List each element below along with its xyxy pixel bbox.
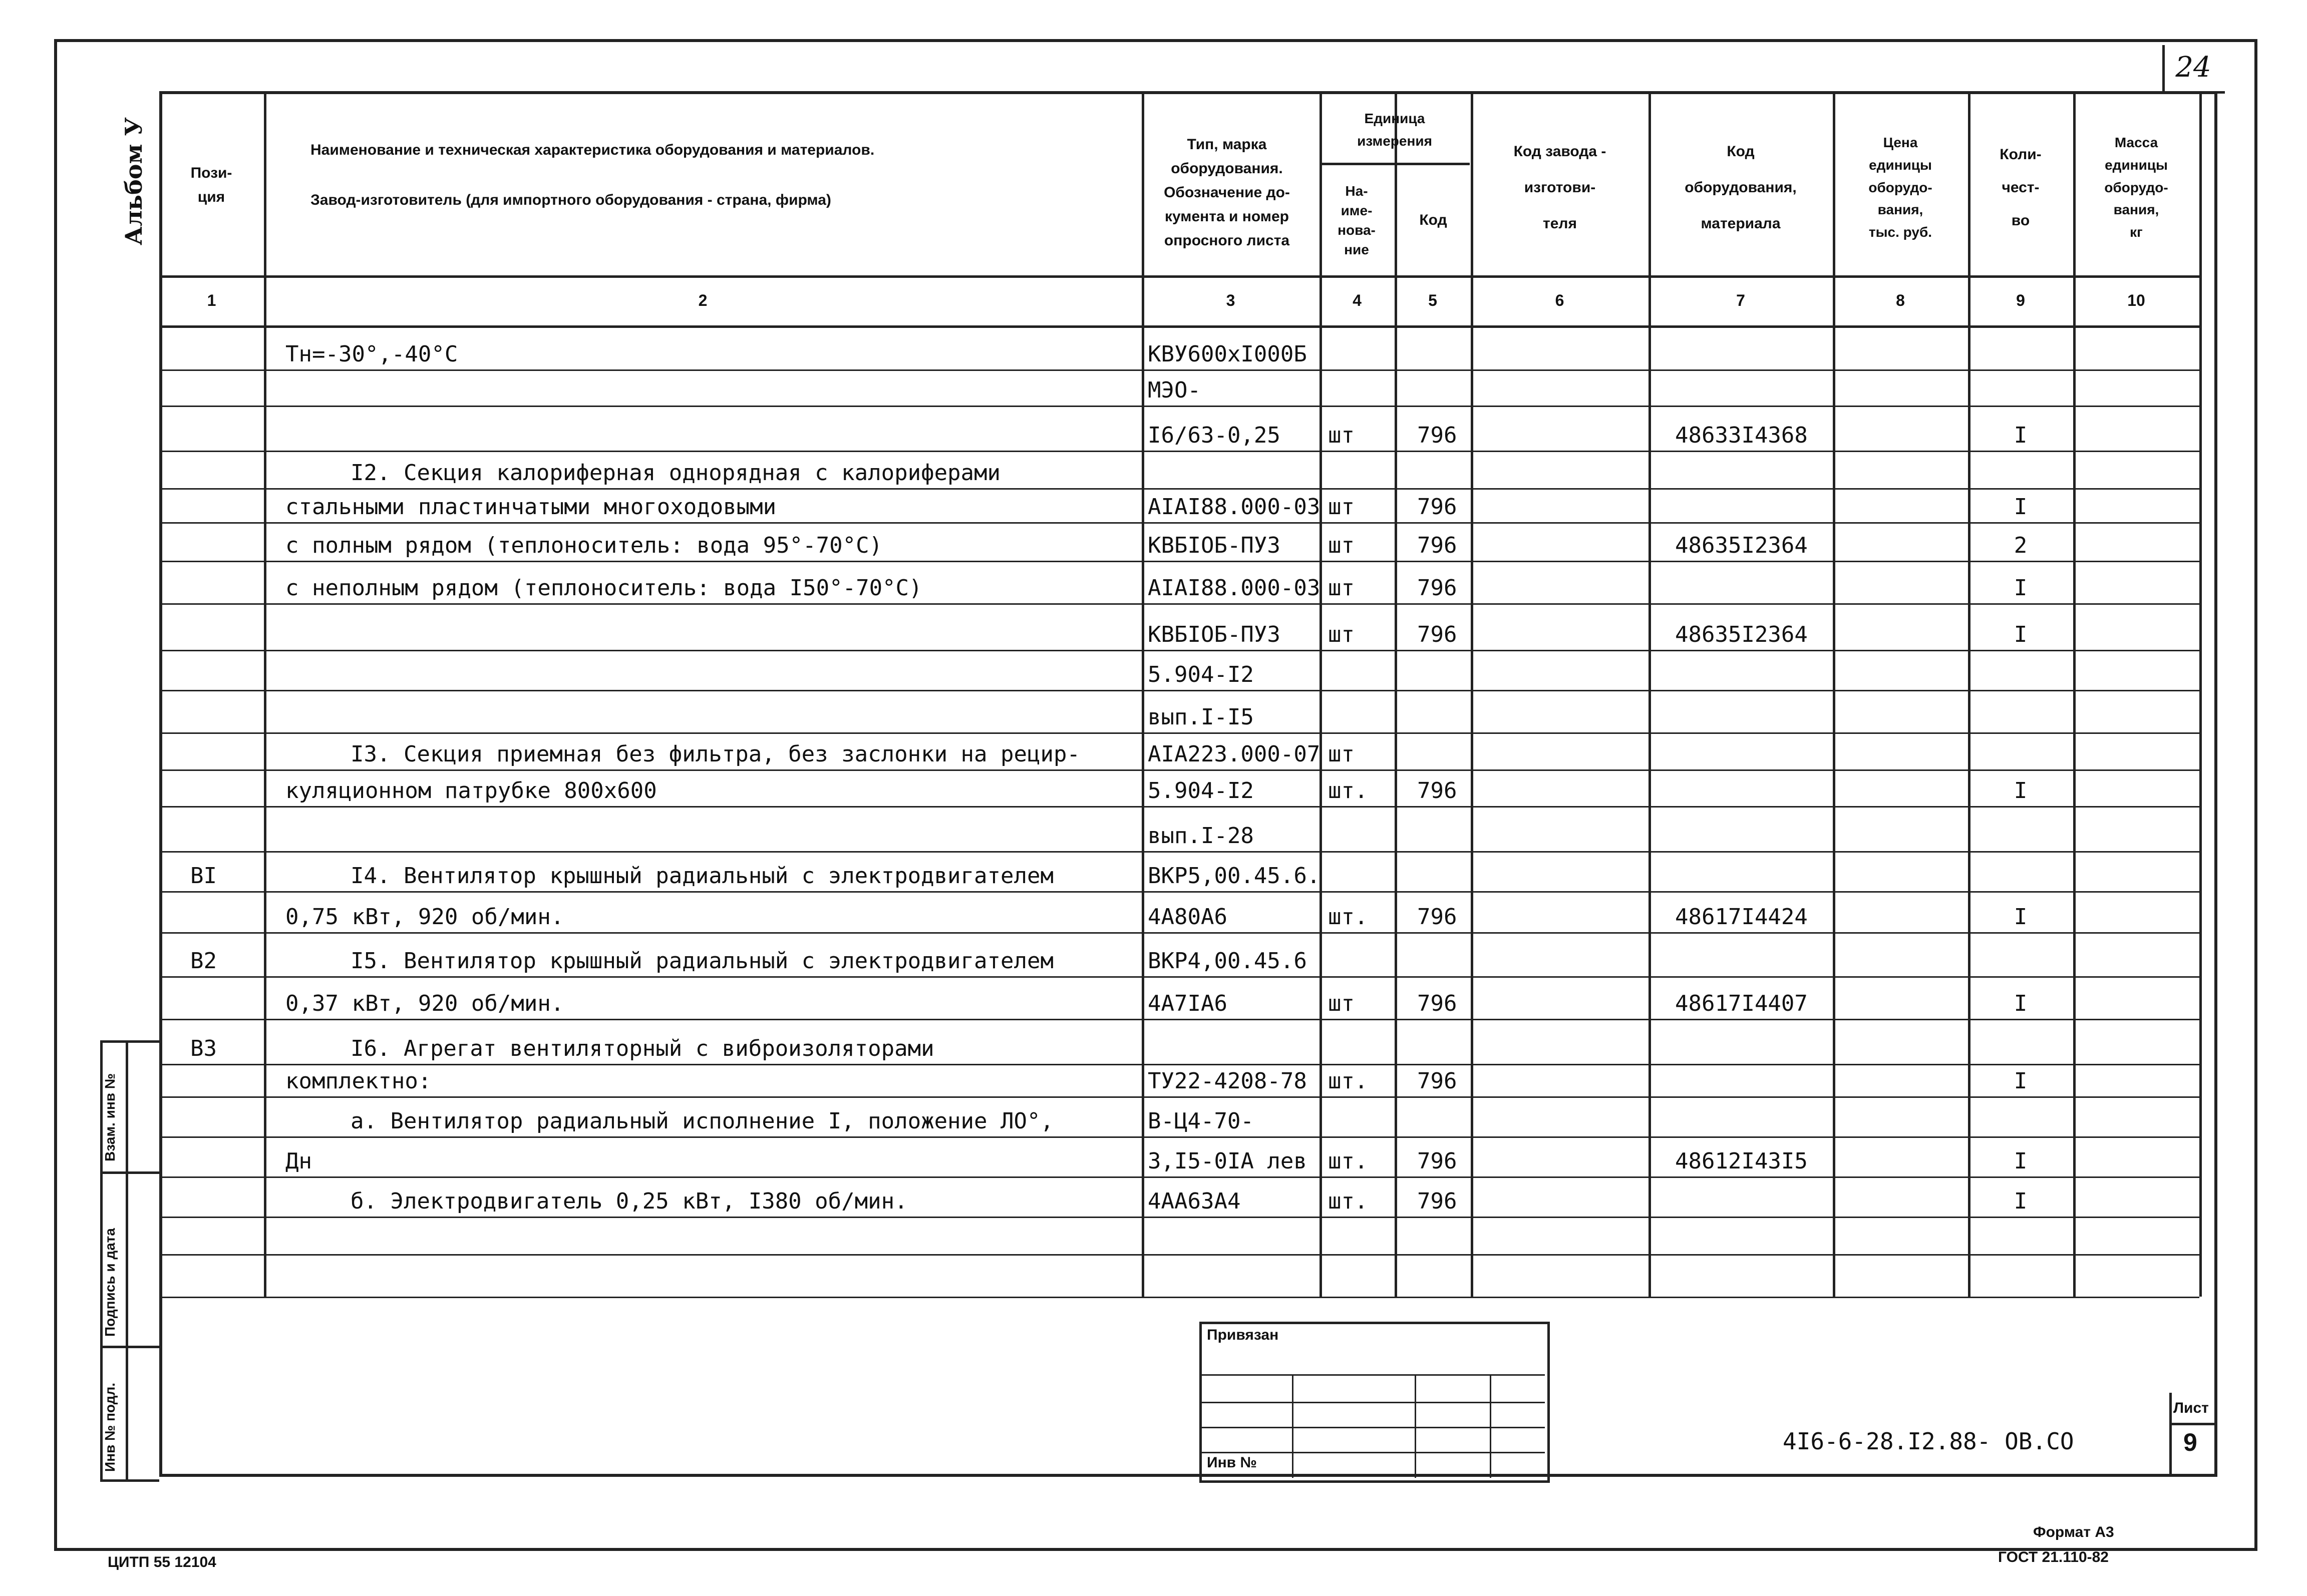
- row-quantity: I: [2014, 904, 2028, 930]
- header-mass: Масса единицы оборудо- вания, кг: [2104, 135, 2168, 240]
- sheet-number: 9: [2183, 1428, 2197, 1456]
- row-unit: шт.: [1328, 1148, 1368, 1174]
- row-unit-code: 796: [1417, 1148, 1457, 1174]
- album-label: Альбом У: [120, 117, 147, 245]
- row-unit-code: 796: [1417, 575, 1457, 601]
- header-position: Пози- ция: [190, 165, 232, 205]
- row-name: куляционном патрубке 800х600: [285, 778, 657, 804]
- stamp-replace-label: Взам. инв №: [102, 1073, 118, 1161]
- row-unit: шт: [1328, 741, 1355, 767]
- row-type: вып.I-I5: [1148, 704, 1254, 730]
- row-type: 5.904-I2: [1148, 778, 1254, 804]
- row-type: AIAI88.000-03: [1148, 575, 1321, 601]
- row-name: I2. Секция калориферная однорядная с калориферами: [351, 460, 1001, 486]
- row-equipment-code: 48617I4424: [1675, 904, 1808, 930]
- row-type: КВУ600хI000Б: [1148, 341, 1307, 367]
- row-type: КВБIОБ-ПУЗ: [1148, 533, 1280, 558]
- inv-label: Инв №: [1207, 1454, 1257, 1471]
- header-quantity: Коли- чест- во: [2000, 146, 2042, 229]
- header-name-line1: Наименование и техническая характеристика оборудования и материалов.: [310, 142, 875, 158]
- row-type: AIA223.000-07: [1148, 741, 1321, 767]
- row-quantity: I: [2014, 1188, 2028, 1214]
- header-unit-name: На- име- нова- ние: [1338, 183, 1376, 258]
- side-stamp-col: [123, 1040, 159, 1482]
- row-name: I5. Вентилятор крышный радиальный с электродвигателем: [351, 948, 1054, 974]
- row-unit-code: 796: [1417, 494, 1457, 520]
- row-type: ВКР5,00.45.6.: [1148, 863, 1321, 889]
- row-quantity: I: [2014, 778, 2028, 804]
- column-number: 6: [1555, 291, 1564, 309]
- row-name: с полным рядом (теплоноситель: вода 95°-70°С): [285, 533, 883, 558]
- header-unit-code: Код: [1419, 212, 1447, 228]
- row-name: Дн: [285, 1148, 312, 1174]
- row-type: ТУ22-4208-78: [1148, 1068, 1307, 1094]
- row-type: 3,I5-0IА лев: [1148, 1148, 1307, 1174]
- row-unit: шт: [1328, 533, 1355, 558]
- row-type: вып.I-28: [1148, 823, 1254, 849]
- column-number: 2: [698, 291, 708, 309]
- row-name: I4. Вентилятор крышный радиальный с электродвигателем: [351, 863, 1054, 889]
- column-number: 8: [1896, 291, 1905, 309]
- row-type: I6/63-0,25: [1148, 423, 1280, 448]
- row-unit-code: 796: [1417, 778, 1457, 804]
- row-position: В2: [190, 948, 217, 974]
- row-quantity: I: [2014, 1068, 2028, 1094]
- row-equipment-code: 48617I4407: [1675, 991, 1808, 1016]
- row-unit-code: 796: [1417, 991, 1457, 1016]
- row-type: 5.904-I2: [1148, 662, 1254, 687]
- row-unit-code: 796: [1417, 1188, 1457, 1214]
- row-quantity: I: [2014, 494, 2028, 520]
- row-unit: шт: [1328, 494, 1355, 520]
- row-unit: шт.: [1328, 1188, 1368, 1214]
- row-type: ВКР4,00.45.6: [1148, 948, 1307, 974]
- row-unit: шт: [1328, 991, 1355, 1016]
- column-number: 5: [1428, 291, 1437, 309]
- row-unit: шт.: [1328, 904, 1368, 930]
- column-number: 4: [1353, 291, 1362, 309]
- row-equipment-code: 48633I4368: [1675, 423, 1808, 448]
- document-code: 4I6-6-28.I2.88- ОВ.СО: [1783, 1428, 2074, 1455]
- row-name: комплектно:: [285, 1068, 432, 1094]
- header-factory-code: Код завода - изготови- теля: [1513, 143, 1606, 232]
- row-name: а. Вентилятор радиальный исполнение I, положение ЛО°,: [351, 1108, 1054, 1134]
- row-name: I6. Агрегат вентиляторный с виброизоляторами: [351, 1036, 934, 1061]
- row-name: с неполным рядом (теплоноситель: вода I50°-70°С): [285, 575, 922, 601]
- column-number: 10: [2127, 291, 2145, 309]
- stamp-sign-label: Подпись и дата: [102, 1228, 118, 1337]
- row-equipment-code: 48635I2364: [1675, 622, 1808, 647]
- row-unit-code: 796: [1417, 622, 1457, 647]
- page-number: 24: [2175, 51, 2211, 84]
- row-quantity: I: [2014, 423, 2028, 448]
- header-type: Тип, марка оборудования. Обозначение до- кумента и номер опросного листа: [1164, 136, 1290, 249]
- header-equip-code: Код оборудования, материала: [1685, 143, 1797, 232]
- column-number: 1: [207, 291, 216, 309]
- row-unit: шт.: [1328, 778, 1368, 804]
- row-unit-code: 796: [1417, 1068, 1457, 1094]
- footer-gost: ГОСТ 21.110-82: [1998, 1549, 2109, 1565]
- row-unit-code: 796: [1417, 904, 1457, 930]
- row-unit: шт: [1328, 423, 1355, 448]
- row-quantity: I: [2014, 575, 2028, 601]
- row-quantity: I: [2014, 991, 2028, 1016]
- row-type: 4А80А6: [1148, 904, 1227, 930]
- header-price: Цена единицы оборудо- вания, тыс. руб.: [1868, 135, 1932, 240]
- header-name-line2: Завод-изготовитель (для импортного оборудования - страна, фирма): [310, 192, 831, 208]
- row-type: В-Ц4-70-: [1148, 1108, 1254, 1134]
- row-unit-code: 796: [1417, 533, 1457, 558]
- row-type: AIAI88.000-03: [1148, 494, 1321, 520]
- row-quantity: I: [2014, 622, 2028, 647]
- row-name: б. Электродвигатель 0,25 кВт, I380 об/мин.: [351, 1188, 908, 1214]
- sheet-label: Лист: [2173, 1400, 2209, 1416]
- privyazan-label: Привязан: [1207, 1327, 1279, 1343]
- row-name: стальными пластинчатыми многоходовыми: [285, 494, 777, 520]
- row-name: 0,37 кВт, 920 об/мин.: [285, 991, 564, 1016]
- row-position: ВI: [190, 863, 217, 889]
- footer-format: Формат А3: [2033, 1524, 2114, 1540]
- column-number: 7: [1736, 291, 1745, 309]
- stamp-inv-label: Инв № подл.: [102, 1382, 118, 1472]
- row-name: 0,75 кВт, 920 об/мин.: [285, 904, 564, 930]
- row-quantity: I: [2014, 1148, 2028, 1174]
- row-name: Тн=-30°,-40°С: [285, 341, 458, 367]
- column-number: 9: [2016, 291, 2025, 309]
- row-equipment-code: 48612I43I5: [1675, 1148, 1808, 1174]
- row-position: В3: [190, 1036, 217, 1061]
- footer-left: ЦИТП 55 12104: [108, 1554, 216, 1570]
- row-type: 4А7IА6: [1148, 991, 1227, 1016]
- row-unit: шт: [1328, 575, 1355, 601]
- header-unit: Единица измерения: [1357, 111, 1432, 149]
- row-quantity: 2: [2014, 533, 2028, 558]
- column-number: 3: [1226, 291, 1235, 309]
- row-unit: шт.: [1328, 1068, 1368, 1094]
- row-type: 4АА63А4: [1148, 1188, 1241, 1214]
- row-name: I3. Секция приемная без фильтра, без заслонки на рецир-: [351, 741, 1080, 767]
- row-unit: шт: [1328, 622, 1355, 647]
- row-unit-code: 796: [1417, 423, 1457, 448]
- row-type: КВБIОБ-ПУЗ: [1148, 622, 1280, 647]
- row-equipment-code: 48635I2364: [1675, 533, 1808, 558]
- row-type: МЭО-: [1148, 377, 1201, 403]
